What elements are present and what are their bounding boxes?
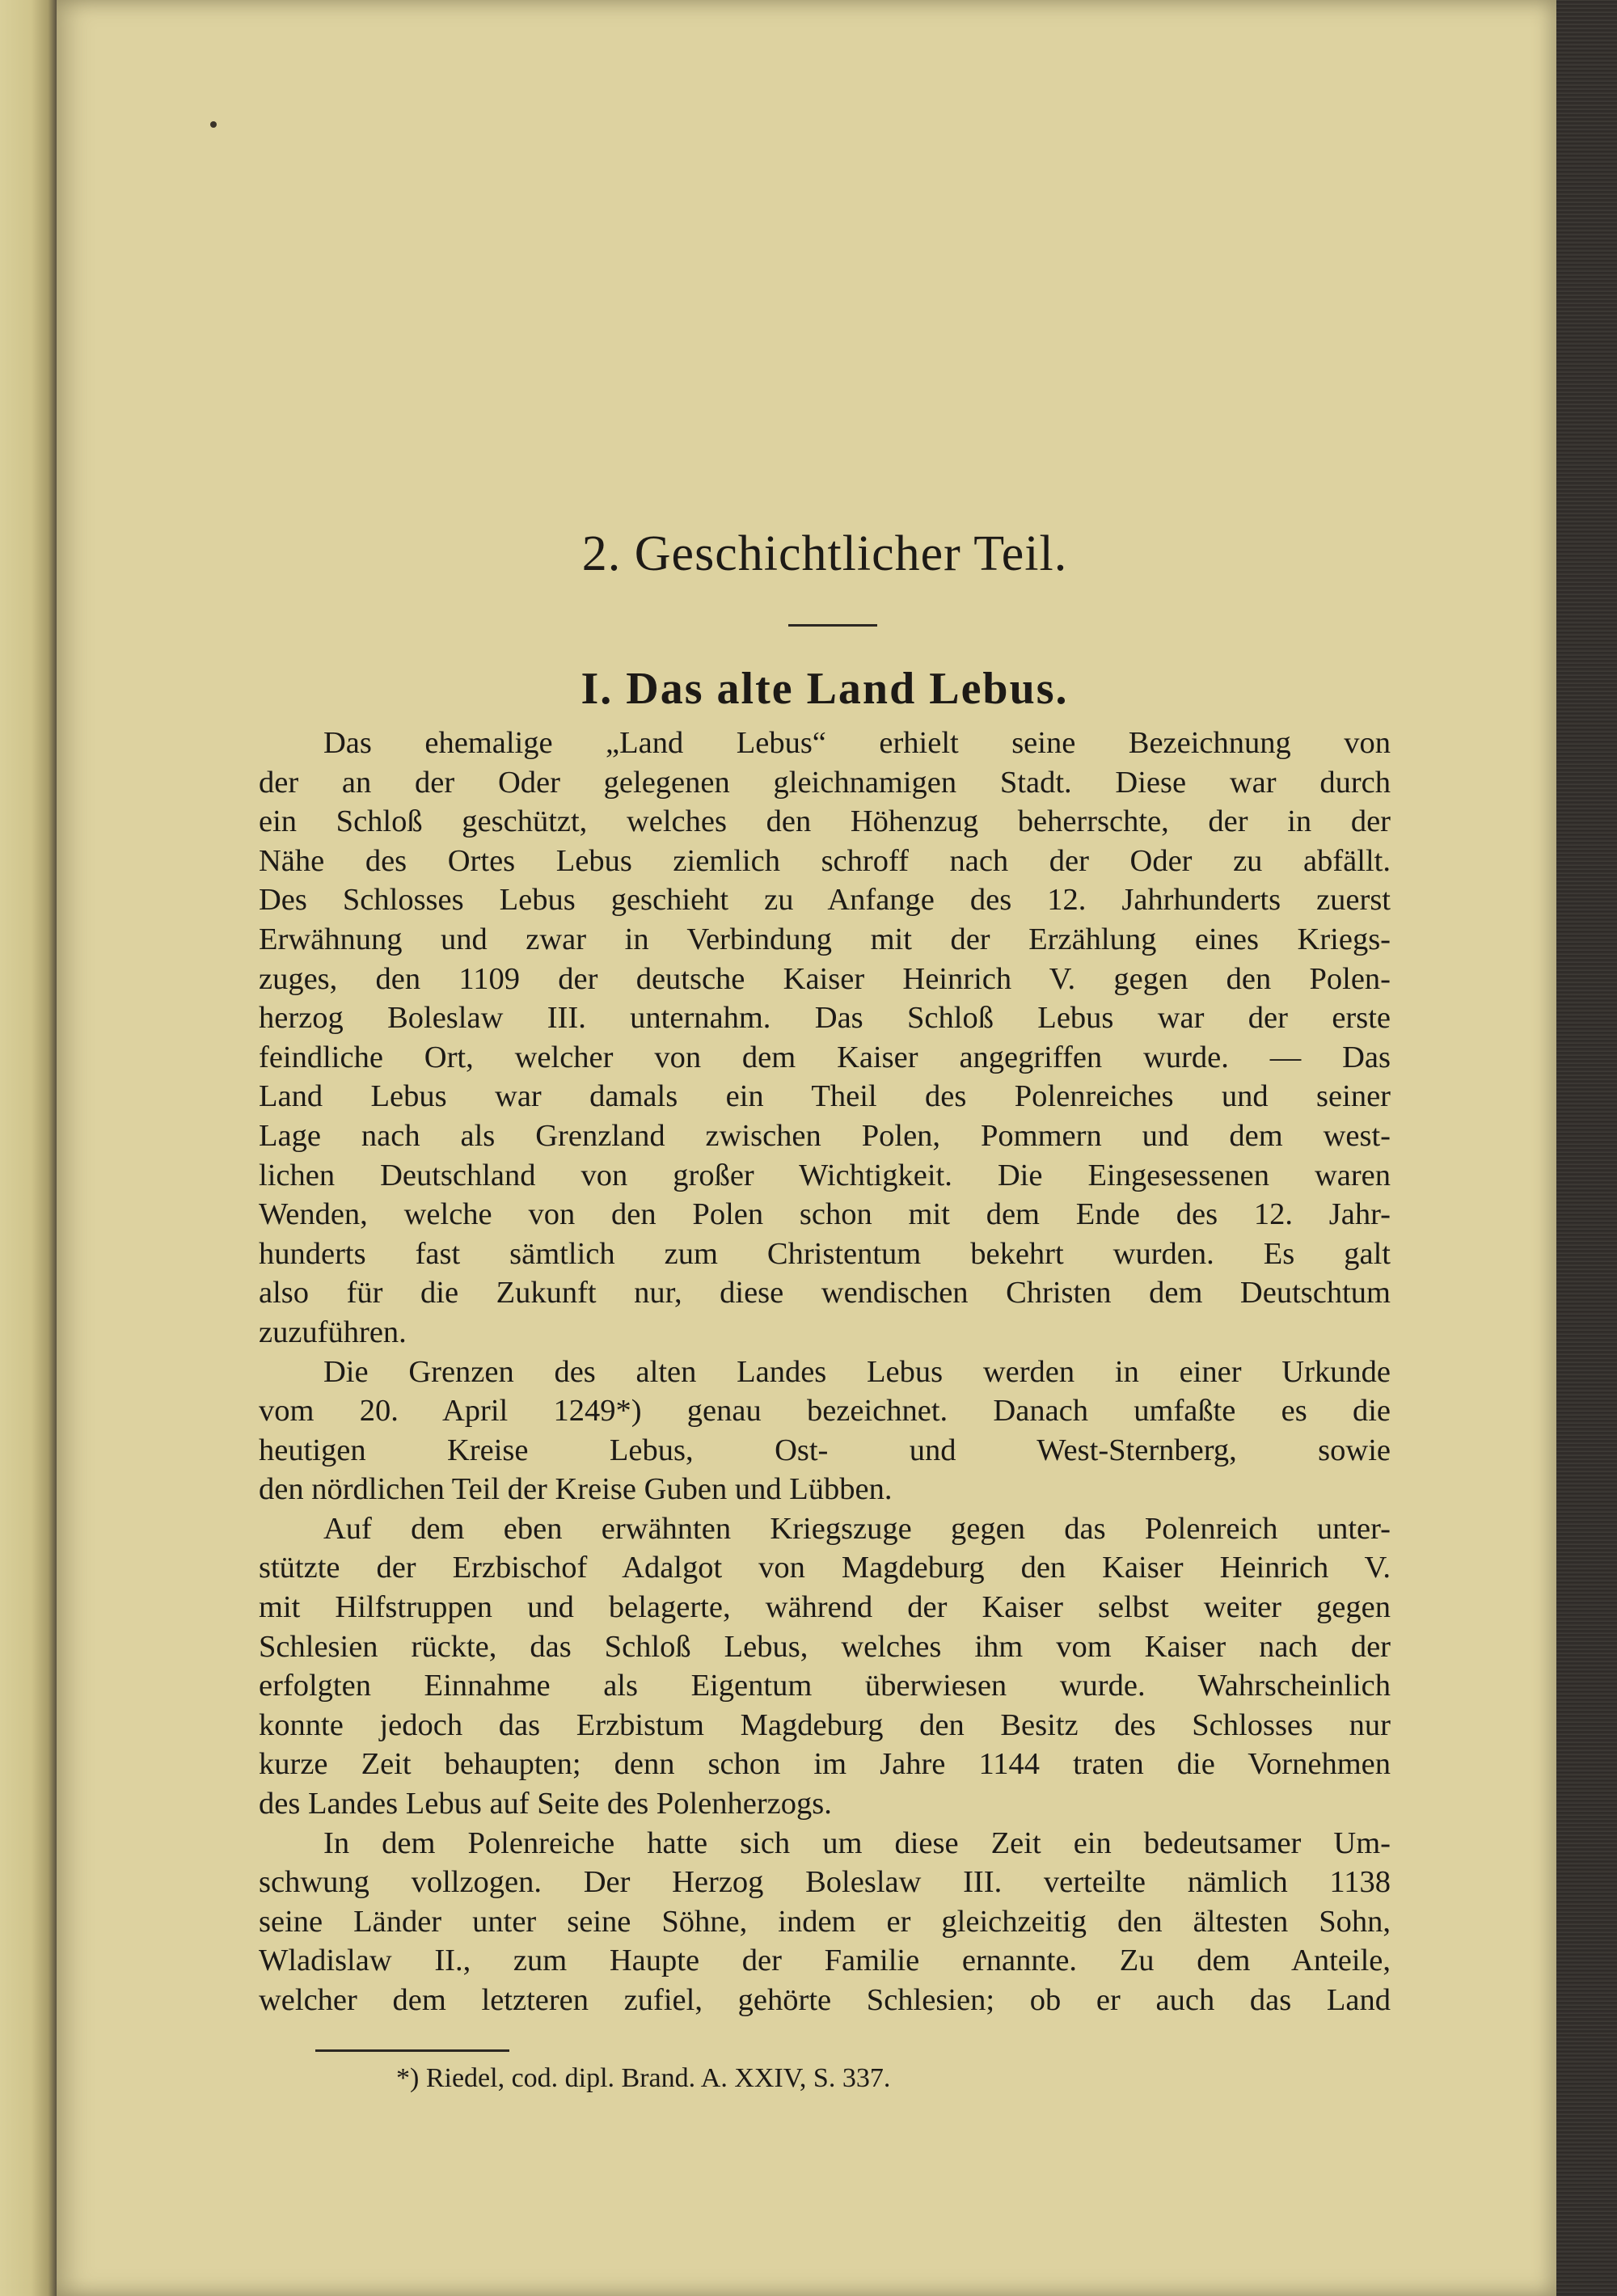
text-line: Des Schlosses Lebus geschieht zu Anfange des 12. Jahrhunderts zuerst <box>259 883 1391 918</box>
text-line: zuzuführen. <box>259 1315 407 1349</box>
text-line: herzog Boleslaw III. unternahm. Das Schloß Lebus war der erste <box>259 1001 1391 1036</box>
text-line: Das ehemalige „Land Lebus“ erhielt seine Bezeichnung von <box>323 726 1391 760</box>
text-line: welcher dem letzteren zufiel, gehörte Schlesien; ob er auch das Land <box>259 1983 1391 2017</box>
body-text <box>259 728 1391 2024</box>
ink-spot <box>210 121 217 128</box>
part-heading: 2. Geschichtlicher Teil. <box>581 526 1068 581</box>
text-line: mit Hilfstruppen und belagerte, während der Kaiser selbst weiter gegen <box>259 1590 1391 1625</box>
text-line: zuges, den 1109 der deutsche Kaiser Heinrich V. gegen den Polen- <box>259 961 1391 996</box>
text-line: Die Grenzen des alten Landes Lebus werden in einer Urkunde <box>323 1354 1391 1389</box>
text-line: heutigen Kreise Lebus, Ost- und West-Sternberg, sowie <box>259 1433 1391 1467</box>
footnote-rule <box>315 2049 509 2052</box>
text-line: kurze Zeit behaupten; denn schon im Jahre 1144 traten die Vornehmen <box>259 1747 1391 1782</box>
text-line: In dem Polenreiche hatte sich um diese Zeit ein bedeutsamer Um- <box>323 1825 1391 1860</box>
text-line: Wenden, welche von den Polen schon mit dem Ende des 12. Jahr- <box>259 1197 1391 1232</box>
text-line: den nördlichen Teil der Kreise Guben und Lübben. <box>259 1472 893 1507</box>
text-line: lichen Deutschland von großer Wichtigkeit. Die Eingesessenen waren <box>259 1158 1391 1192</box>
text-line: Land Lebus war damals ein Theil des Polenreiches und seiner <box>259 1079 1391 1114</box>
heading-rule <box>788 624 877 627</box>
text-line: hunderts fast sämtlich zum Christentum bekehrt wurden. Es galt <box>259 1236 1391 1271</box>
text-line: erfolgten Einnahme als Eigentum überwiesen wurde. Wahrscheinlich <box>259 1669 1391 1703</box>
text-line: vom 20. April 1249*) genau bezeichnet. Danach umfaßte es die <box>259 1394 1391 1429</box>
text-line: also für die Zukunft nur, diese wendischen Christen dem Deutschtum <box>259 1276 1391 1310</box>
chapter-heading: I. Das alte Land Lebus. <box>581 664 1069 714</box>
text-line: der an der Oder gelegenen gleichnamigen Stadt. Diese war durch <box>259 765 1391 800</box>
text-line: stützte der Erzbischof Adalgot von Magdeburg den Kaiser Heinrich V. <box>259 1551 1391 1585</box>
text-line: ein Schloß geschützt, welches den Höhenzug beherrschte, der in der <box>259 804 1391 839</box>
text-line: konnte jedoch das Erzbistum Magdeburg den Besitz des Schlosses nur <box>259 1707 1391 1742</box>
page-gutter <box>0 0 57 2296</box>
text-line: Lage nach als Grenzland zwischen Polen, Pommern und dem west- <box>259 1118 1391 1153</box>
text-line: Wladislaw II., zum Haupte der Familie ernannte. Zu dem Anteile, <box>259 1944 1391 1978</box>
text-line: Nähe des Ortes Lebus ziemlich schroff nach der Oder zu abfällt. <box>259 843 1391 878</box>
text-line: Auf dem eben erwähnten Kriegszuge gegen das Polenreich unter- <box>323 1511 1391 1546</box>
text-line: feindliche Ort, welcher von dem Kaiser angegriffen wurde. — Das <box>259 1040 1391 1074</box>
footnote: *) Riedel, cod. dipl. Brand. A. XXIV, S. 337. <box>396 2063 891 2093</box>
text-line: schwung vollzogen. Der Herzog Boleslaw III. verteilte nämlich 1138 <box>259 1865 1391 1900</box>
text-line: des Landes Lebus auf Seite des Polenherzogs. <box>259 1787 832 1821</box>
book-cover-edge <box>1556 0 1617 2296</box>
text-line: Erwähnung und zwar in Verbindung mit der Erzählung eines Kriegs- <box>259 922 1391 956</box>
page <box>57 0 1556 2296</box>
text-line: seine Länder unter seine Söhne, indem er gleichzeitig den ältesten Sohn, <box>259 1904 1391 1939</box>
text-line: Schlesien rückte, das Schloß Lebus, welches ihm vom Kaiser nach der <box>259 1629 1391 1664</box>
